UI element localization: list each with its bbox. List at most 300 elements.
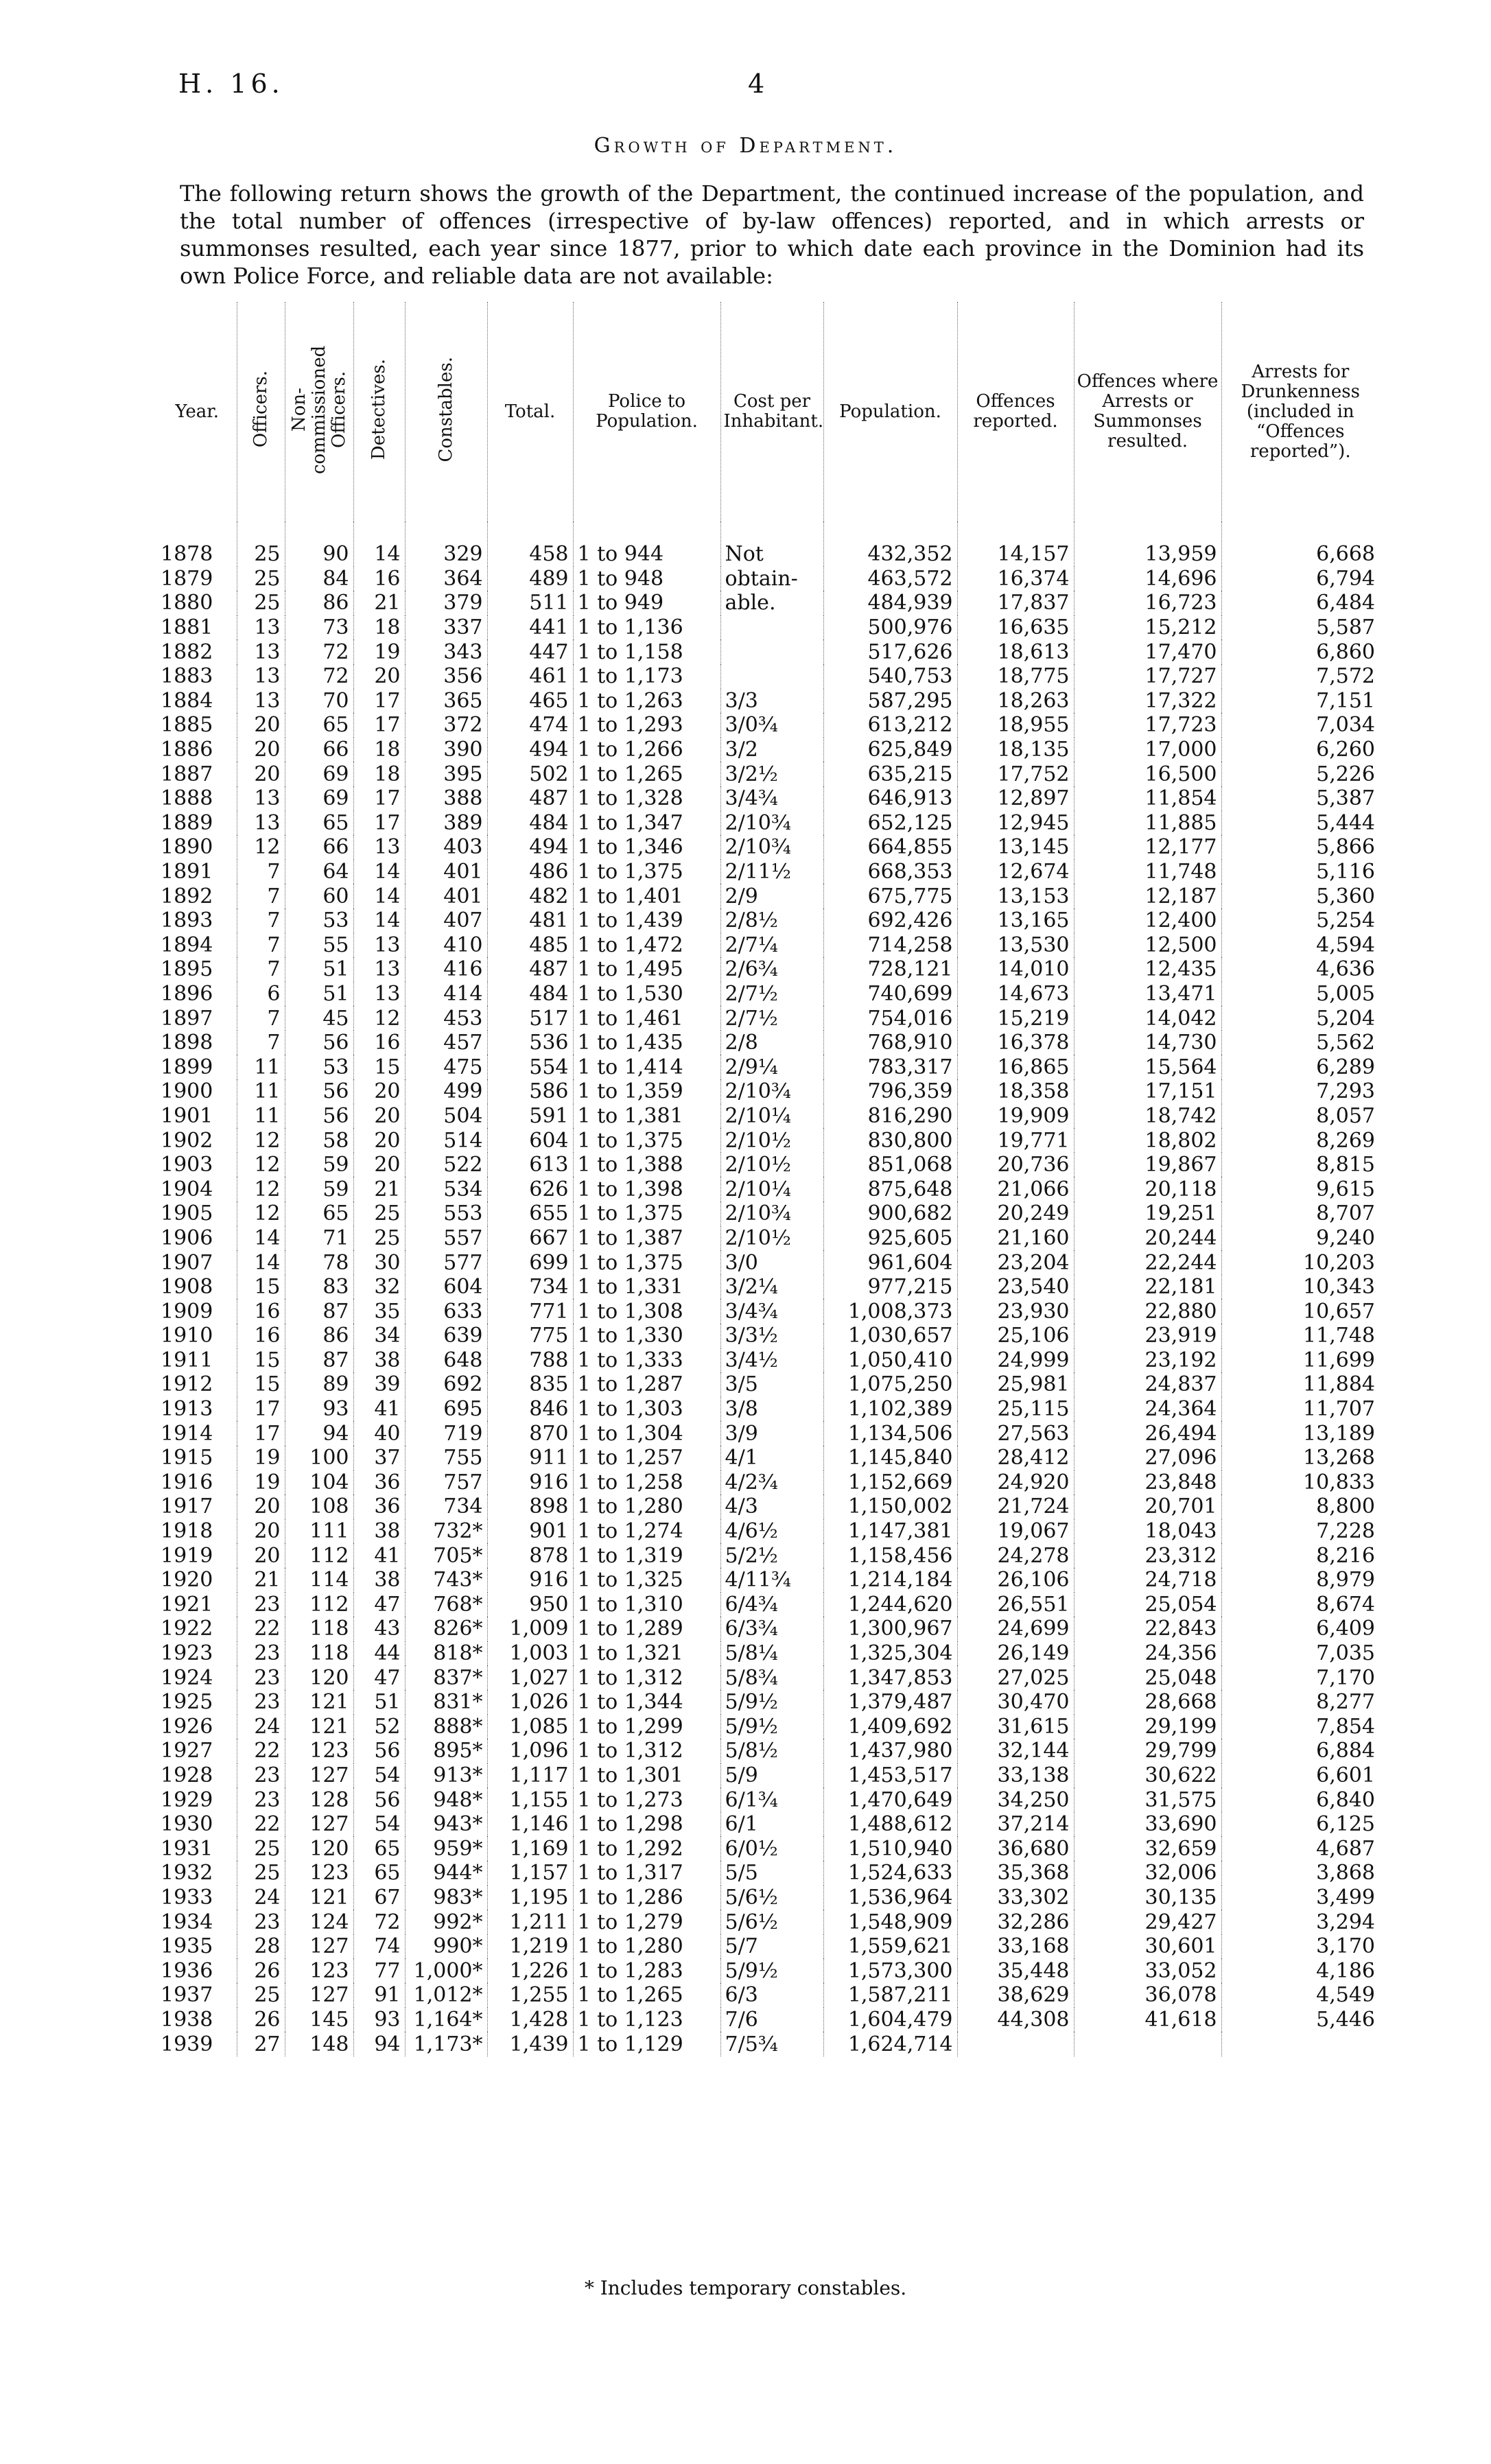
cell-total: 482 [487,884,573,908]
cell-officers: 22 [237,1617,285,1641]
cell-year: 1921 [161,1592,213,1617]
cell-nco: 121 [285,1690,353,1715]
cell-ratio: 1 to 1,310 [573,1593,720,1617]
cell-arrests: 24,718 [1074,1568,1221,1593]
cell-arrests: 23,848 [1074,1470,1221,1495]
cell-population: 1,548,909 [823,1910,957,1934]
cell-population: 1,587,211 [823,1983,957,2008]
cell-drunk: 7,293 [1221,1079,1379,1104]
cell-drunk: 3,499 [1221,1886,1379,1910]
cell-drunk: 8,269 [1221,1128,1379,1153]
cell-ratio: 1 to 1,439 [573,908,720,933]
cell-year: 1912 [161,1372,213,1397]
cell-drunk: 11,699 [1221,1348,1379,1373]
cell-year: 1903 [161,1153,213,1177]
cell-detectives: 56 [353,1787,405,1812]
cell-ratio: 1 to 1,123 [573,2008,720,2032]
cell-nco: 53 [285,1055,353,1079]
table-row [158,1494,1379,1519]
cell-arrests: 33,690 [1074,1812,1221,1837]
table-row [158,2032,1379,2056]
cell-arrests: 15,564 [1074,1055,1221,1079]
cell-arrests: 36,078 [1074,1983,1221,2008]
cell-reported: 23,930 [957,1299,1074,1324]
cell-reported: 24,699 [957,1617,1074,1641]
cell-arrests: 12,400 [1074,908,1221,933]
cell-reported: 18,358 [957,1079,1074,1104]
cell-population: 1,214,184 [823,1568,957,1593]
table-row [158,1324,1379,1348]
table-row [158,640,1379,664]
cell-officers: 20 [237,762,285,786]
cell-detectives: 17 [353,811,405,836]
cell-total: 911 [487,1446,573,1470]
table-row [158,933,1379,958]
cell-officers: 26 [237,1958,285,1983]
cell-ratio: 1 to 1,158 [573,640,720,664]
cell-detectives: 34 [353,1324,405,1348]
cell-constables: 401 [405,860,487,884]
table-row [158,591,1379,615]
cell-officers: 20 [237,738,285,762]
cell-cost: 2/10¾ [720,1201,823,1226]
cell-constables: 705* [405,1543,487,1568]
cell-total: 481 [487,908,573,933]
cell-constables: 837* [405,1665,487,1690]
cell-detectives: 16 [353,1031,405,1055]
cell-ratio: 1 to 1,333 [573,1348,720,1373]
cell-total: 465 [487,689,573,714]
cell-detectives: 15 [353,1055,405,1079]
cell-year: 1913 [161,1397,213,1422]
cell-year: 1907 [161,1250,213,1275]
cell-year: 1928 [161,1763,213,1787]
cell-arrests: 11,854 [1074,786,1221,811]
cell-population: 646,913 [823,786,957,811]
cell-nco: 51 [285,982,353,1007]
cell-ratio: 1 to 1,472 [573,933,720,958]
cell-arrests: 24,837 [1074,1372,1221,1397]
footnote: * Includes temporary constables. [584,2277,907,2299]
cell-reported: 32,286 [957,1910,1074,1934]
cell-nco: 86 [285,591,353,615]
cell-total: 1,117 [487,1763,573,1788]
cell-population: 432,352 [823,521,957,567]
cell-ratio: 1 to 1,319 [573,1543,720,1568]
cell-detectives: 13 [353,835,405,860]
cell-ratio: 1 to 1,273 [573,1787,720,1812]
cell-constables: 633 [405,1299,487,1324]
cell-ratio: 1 to 1,346 [573,835,720,860]
cell-drunk: 9,615 [1221,1177,1379,1201]
cell-reported: 17,752 [957,762,1074,786]
cell-officers: 14 [237,1226,285,1251]
cell-reported: 26,551 [957,1593,1074,1617]
cell-nco: 127 [285,1763,353,1788]
cell-officers: 12 [237,835,285,860]
cell-constables: 1,173* [405,2032,487,2056]
cell-population: 484,939 [823,591,957,615]
intro-paragraph: The following return shows the growth of the Department, the continued increase of the population, and the total number of offences (irrespective of by-law offences) reported, and in which arrests or summonses resulted, each year since 1877, prior to which date each province in the Dominion had its own Police Force, and reliable data are not available: [180,180,1364,289]
cell-population: 1,147,381 [823,1519,957,1544]
cell-cost: 6/1¾ [720,1787,823,1812]
cell-year: 1891 [161,860,213,884]
cell-drunk: 8,057 [1221,1104,1379,1129]
cell-nco: 94 [285,1421,353,1446]
cell-total: 901 [487,1519,573,1544]
cell-arrests: 11,748 [1074,860,1221,884]
cell-reported: 12,945 [957,811,1074,836]
cell-reported: 14,157 [957,521,1074,567]
cell-detectives: 38 [353,1519,405,1544]
cell-nco: 69 [285,786,353,811]
cell-cost: 5/8½ [720,1739,823,1763]
cell-population: 1,075,250 [823,1372,957,1397]
cell-reported: 13,153 [957,884,1074,908]
cell-arrests: 17,151 [1074,1079,1221,1104]
cell-cost: 3/2 [720,738,823,762]
cell-population: 740,699 [823,982,957,1007]
cell-nco: 93 [285,1397,353,1422]
cell-ratio: 1 to 1,312 [573,1665,720,1690]
cell-detectives: 93 [353,2008,405,2032]
cell-year: 1893 [161,908,213,933]
cell-nco: 65 [285,1201,353,1226]
table-row [158,1348,1379,1373]
cell-cost: 2/8 [720,1031,823,1055]
page-header [0,69,1491,110]
cell-detectives: 21 [353,1177,405,1201]
cell-cost: 5/9½ [720,1715,823,1739]
cell-drunk: 4,594 [1221,933,1379,958]
cell-detectives: 32 [353,1275,405,1300]
cell-reported: 12,897 [957,786,1074,811]
cell-cost: 3/3 [720,689,823,714]
cell-reported: 18,135 [957,738,1074,762]
cell-officers: 28 [237,1934,285,1959]
cell-arrests: 27,096 [1074,1446,1221,1470]
cell-total: 1,226 [487,1958,573,1983]
cell-population: 1,624,714 [823,2032,957,2056]
cell-cost: 2/10¾ [720,1079,823,1104]
cell-detectives: 21 [353,591,405,615]
cell-officers: 7 [237,957,285,982]
cell-year: 1883 [161,664,213,689]
table-row [158,1739,1379,1763]
cell-nco: 65 [285,811,353,836]
cell-arrests: 14,730 [1074,1031,1221,1055]
page-reference: H. 16. [178,69,284,99]
table-row [158,1372,1379,1397]
cell-detectives: 20 [353,1153,405,1177]
cell-officers: 23 [237,1665,285,1690]
table-row [158,1910,1379,1934]
table-row [158,1177,1379,1201]
cell-drunk: 13,189 [1221,1421,1379,1446]
cell-nco: 78 [285,1250,353,1275]
cell-drunk: 5,226 [1221,762,1379,786]
col-header-constables: Constables. [405,302,487,521]
cell-arrests: 16,500 [1074,762,1221,786]
cell-population: 796,359 [823,1079,957,1104]
cell-constables: 692 [405,1372,487,1397]
cell-drunk: 9,240 [1221,1226,1379,1251]
cell-population: 613,212 [823,713,957,738]
cell-cost: 2/7¼ [720,933,823,958]
cell-officers: 25 [237,591,285,615]
cell-drunk: 4,687 [1221,1836,1379,1861]
cell-reported: 27,563 [957,1421,1074,1446]
cell-ratio: 1 to 1,301 [573,1763,720,1788]
cell-drunk: 11,707 [1221,1397,1379,1422]
cell-year: 1901 [161,1103,213,1128]
cell-ratio: 1 to 1,344 [573,1690,720,1715]
cell-year: 1924 [161,1665,213,1690]
cell-cost: 3/4¾ [720,1299,823,1324]
cell-arrests: 32,006 [1074,1861,1221,1886]
cell-reported: 28,412 [957,1446,1074,1470]
cell-constables: 648 [405,1348,487,1373]
cell-total: 1,169 [487,1836,573,1861]
cell-detectives: 36 [353,1494,405,1519]
cell-officers: 23 [237,1763,285,1788]
cell-drunk: 5,444 [1221,811,1379,836]
cell-ratio: 1 to 1,263 [573,689,720,714]
page-number: 4 [748,69,765,99]
cell-reported: 37,214 [957,1812,1074,1837]
cell-nco: 66 [285,835,353,860]
cell-constables: 522 [405,1153,487,1177]
cell-year: 1934 [161,1910,213,1934]
cell-arrests: 22,880 [1074,1299,1221,1324]
cell-drunk: 8,216 [1221,1543,1379,1568]
cell-detectives: 65 [353,1836,405,1861]
cell-reported: 23,204 [957,1250,1074,1275]
cell-reported: 19,909 [957,1104,1074,1129]
cell-officers: 24 [237,1715,285,1739]
cell-constables: 410 [405,933,487,958]
cell-drunk: 10,203 [1221,1250,1379,1275]
cell-total: 775 [487,1324,573,1348]
cell-drunk: 10,343 [1221,1275,1379,1300]
cell-ratio: 1 to 1,530 [573,982,720,1007]
cell-population: 851,068 [823,1153,957,1177]
cell-population: 1,008,373 [823,1299,957,1324]
table-row [158,713,1379,738]
cell-total: 1,009 [487,1617,573,1641]
cell-nco: 66 [285,738,353,762]
cell-reported: 25,981 [957,1372,1074,1397]
cell-nco: 69 [285,762,353,786]
cell-officers: 14 [237,1250,285,1275]
cell-total: 846 [487,1397,573,1422]
cell-officers: 7 [237,1006,285,1031]
cell-population: 652,125 [823,811,957,836]
cell-ratio: 1 to 1,381 [573,1104,720,1129]
cell-ratio: 1 to 1,347 [573,811,720,836]
cell-cost: 6/4¾ [720,1593,823,1617]
cell-drunk: 5,254 [1221,908,1379,933]
cell-detectives: 54 [353,1763,405,1788]
table-row [158,1446,1379,1470]
cell-drunk: 5,360 [1221,884,1379,908]
cell-population: 1,409,692 [823,1715,957,1739]
cell-reported: 12,674 [957,860,1074,884]
cell-population: 1,437,980 [823,1739,957,1763]
cell-nco: 87 [285,1299,353,1324]
cell-officers: 7 [237,1031,285,1055]
cell-nco: 59 [285,1153,353,1177]
table-row [158,1886,1379,1910]
col-header-nco: Non-commissioned Officers. [285,302,353,521]
cell-ratio: 1 to 1,387 [573,1226,720,1251]
cell-population: 1,470,649 [823,1787,957,1812]
cell-drunk: 6,409 [1221,1617,1379,1641]
cell-total: 898 [487,1494,573,1519]
table-row [158,1128,1379,1153]
cell-officers: 16 [237,1324,285,1348]
cell-nco: 108 [285,1494,353,1519]
cell-year: 1904 [161,1177,213,1201]
cell-population: 1,347,853 [823,1665,957,1690]
cell-reported: 30,470 [957,1690,1074,1715]
cell-ratio: 1 to 1,173 [573,664,720,689]
cell-drunk: 6,601 [1221,1763,1379,1788]
cell-constables: 514 [405,1128,487,1153]
cell-population: 1,453,517 [823,1763,957,1788]
cell-arrests: 28,668 [1074,1690,1221,1715]
cell-total: 487 [487,786,573,811]
cell-year: 1923 [161,1641,213,1666]
cell-drunk: 5,562 [1221,1031,1379,1055]
cell-total: 1,155 [487,1787,573,1812]
cell-detectives: 19 [353,640,405,664]
cell-year: 1915 [161,1446,213,1470]
cell-population: 635,215 [823,762,957,786]
cell-arrests: 29,799 [1074,1739,1221,1763]
cell-cost: Not [720,521,823,567]
cell-ratio: 1 to 1,388 [573,1153,720,1177]
cell-detectives: 65 [353,1861,405,1886]
cell-total: 484 [487,811,573,836]
cell-reported: 26,106 [957,1568,1074,1593]
growth-table [158,302,1379,2278]
table-row [158,1470,1379,1495]
cell-ratio: 1 to 1,330 [573,1324,720,1348]
cell-officers: 25 [237,521,285,567]
cell-arrests: 25,054 [1074,1593,1221,1617]
cell-population: 668,353 [823,860,957,884]
cell-year: 1936 [161,1958,213,1983]
cell-ratio: 1 to 1,283 [573,1958,720,1983]
cell-cost: 5/9 [720,1763,823,1788]
cell-reported: 25,106 [957,1324,1074,1348]
cell-nco: 112 [285,1543,353,1568]
table-row [158,1812,1379,1837]
cell-population: 587,295 [823,689,957,714]
cell-nco: 58 [285,1128,353,1153]
table-row [158,884,1379,908]
cell-nco: 112 [285,1593,353,1617]
cell-cost: 2/8½ [720,908,823,933]
cell-nco: 86 [285,1324,353,1348]
cell-total: 489 [487,567,573,591]
col-header-detectives: Detectives. [353,302,405,521]
cell-arrests: 32,659 [1074,1836,1221,1861]
cell-officers: 12 [237,1153,285,1177]
cell-arrests: 23,192 [1074,1348,1221,1373]
cell-nco: 53 [285,908,353,933]
cell-year: 1931 [161,1836,213,1861]
cell-detectives: 20 [353,1079,405,1104]
cell-total: 1,439 [487,2032,573,2056]
cell-constables: 453 [405,1006,487,1031]
table-row [158,1665,1379,1690]
col-header-year: Year. [175,401,220,422]
cell-ratio: 1 to 1,401 [573,884,720,908]
cell-population: 1,379,487 [823,1690,957,1715]
cell-detectives: 43 [353,1617,405,1641]
cell-officers: 17 [237,1421,285,1446]
cell-population: 1,158,456 [823,1543,957,1568]
cell-officers: 22 [237,1812,285,1837]
cell-total: 878 [487,1543,573,1568]
cell-arrests: 14,042 [1074,1006,1221,1031]
cell-year: 1908 [161,1275,213,1300]
cell-reported: 19,067 [957,1519,1074,1544]
col-header-arrests: Offences where Arrests or Summonses resulted. [1074,302,1221,521]
cell-reported: 23,540 [957,1275,1074,1300]
cell-arrests: 29,199 [1074,1715,1221,1739]
cell-arrests: 13,471 [1074,982,1221,1007]
cell-detectives: 16 [353,567,405,591]
cell-population: 1,244,620 [823,1593,957,1617]
cell-officers: 15 [237,1348,285,1373]
cell-officers: 15 [237,1275,285,1300]
cell-cost: 3/4¾ [720,786,823,811]
cell-cost: 7/6 [720,2008,823,2032]
cell-constables: 343 [405,640,487,664]
cell-nco: 127 [285,1983,353,2008]
cell-drunk: 10,833 [1221,1470,1379,1495]
cell-arrests: 17,723 [1074,713,1221,738]
cell-year: 1896 [161,981,213,1006]
cell-arrests: 30,601 [1074,1934,1221,1959]
cell-ratio: 1 to 1,375 [573,1250,720,1275]
cell-ratio: 1 to 1,495 [573,957,720,982]
cell-year: 1906 [161,1225,213,1250]
cell-arrests: 17,000 [1074,738,1221,762]
cell-constables: 407 [405,908,487,933]
cell-nco: 111 [285,1519,353,1544]
cell-nco: 73 [285,615,353,640]
cell-ratio: 1 to 948 [573,567,720,591]
cell-detectives: 52 [353,1715,405,1739]
cell-year: 1887 [161,762,213,786]
cell-ratio: 1 to 1,331 [573,1275,720,1300]
cell-reported: 15,219 [957,1006,1074,1031]
cell-ratio: 1 to 1,435 [573,1031,720,1055]
cell-year: 1888 [161,786,213,811]
cell-population: 500,976 [823,615,957,640]
cell-total: 655 [487,1201,573,1226]
cell-constables: 913* [405,1763,487,1788]
table-row [158,1861,1379,1886]
cell-total: 447 [487,640,573,664]
cell-ratio: 1 to 1,265 [573,1983,720,2008]
cell-officers: 7 [237,884,285,908]
cell-year: 1929 [161,1787,213,1812]
